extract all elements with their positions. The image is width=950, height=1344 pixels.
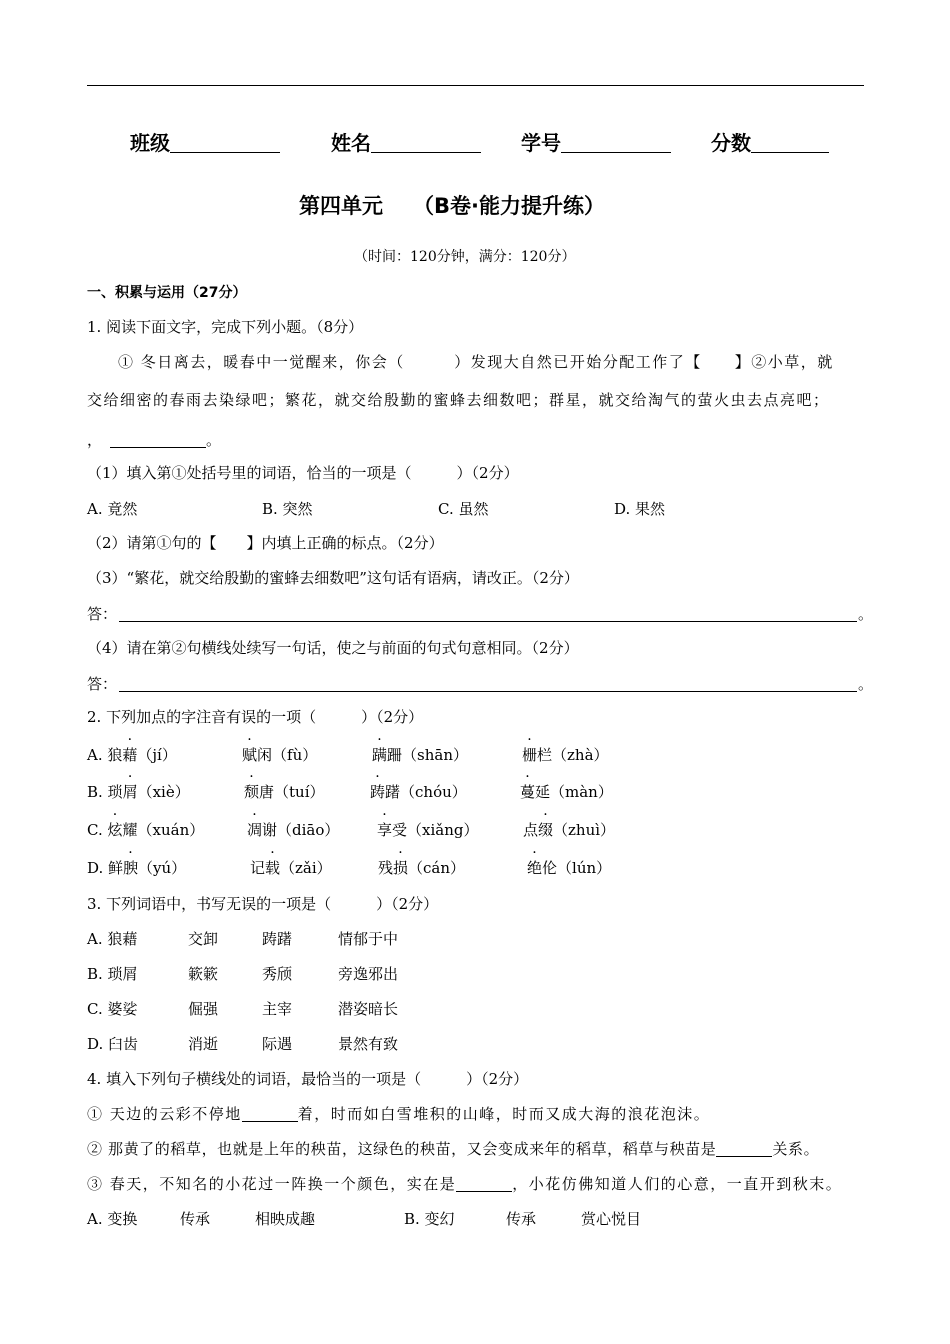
score-field [711,127,829,156]
q2-item[interactable]: C. 炫耀（xuán） [87,821,205,839]
q1-sub1: （1）填入第①处括号里的词语，恰当的一项是（ ）（2分） [87,464,519,482]
q2-item[interactable]: 蹒跚（shān） [372,746,468,764]
q2-item[interactable]: A. 狼藉（jí） [87,746,177,764]
q2-item[interactable]: 栅栏（zhà） [522,746,609,764]
score-blank[interactable] [751,134,829,153]
q1-sub3: （3）“繁花，就交给殷勤的蜜蜂去细数吧”这句话有语病，请改正。（2分） [87,569,579,587]
id-blank[interactable] [561,134,671,153]
q1-sub4: （4）请在第②句横线处续写一句话，使之与前面的句式句意相同。（2分） [87,639,579,657]
q4-stem: 4. 填入下列句子横线处的词语，最恰当的一项是（ ）（2分） [87,1070,529,1088]
section-heading: 一、积累与运用（27分） [87,285,247,301]
name-blank[interactable] [371,134,481,153]
q2-item[interactable]: D. 鲜腴（yú） [87,859,187,877]
q4-blank-1[interactable] [242,1107,298,1122]
q1-passage-blank[interactable] [110,433,206,448]
q1-answer-end-1: 。 [858,605,874,623]
top-rule [87,85,864,86]
q1-option-d[interactable]: D. 果然 [614,500,666,518]
name-label: 姓名 [331,131,371,155]
q1-option-a[interactable]: A. 竟然 [87,500,138,518]
id-label: 学号 [521,131,561,155]
score-label: 分数 [711,131,751,155]
q4-blank-2[interactable] [716,1142,772,1157]
q2-item[interactable]: 踌躇（chóu） [370,783,467,801]
q1-answer-label-1: 答： [87,605,118,623]
q2-item[interactable]: 点缀（zhuì） [523,821,616,839]
q2-stem: 2. 下列加点的字注音有误的一项（ ）（2分） [87,708,424,726]
q2-item[interactable]: 绝伦（lún） [527,859,612,877]
q1-sub2: （2）请第①句的【 】内填上正确的标点。（2分） [87,534,444,552]
exam-info: （时间：120分钟，满分：120分） [354,249,576,265]
q2-item[interactable]: 享受（xiǎng） [377,821,479,839]
class-field [130,127,280,156]
q2-item[interactable]: B. 琐屑（xiè） [87,783,190,801]
q1-option-b[interactable]: B. 突然 [262,500,313,518]
q1-answer-end-2: 。 [858,675,874,693]
page-title [299,190,605,220]
title-sub: （B卷·能力提升练） [413,194,605,218]
q1-option-c[interactable]: C. 虽然 [438,500,489,518]
name-field [331,127,481,156]
q4-sentence-3: ③ 春天，不知名的小花过一阵换一个颜色，实在是 ，小花仿佛知道人们的心意，一直开到秋末。 [87,1175,843,1193]
q1-answer-line-2[interactable] [119,690,857,692]
q1-stem: 1. 阅读下面文字，完成下列小题。（8分） [87,318,364,336]
q4-sentence-2: ② 那黄了的稻草，也就是上年的秧苗，这绿色的秧苗，又会变成来年的稻草，稻草与秧苗是 关系。 [87,1140,820,1158]
q2-item[interactable]: 残损（cán） [378,859,466,877]
q1-passage-line-3: ， 。 [87,431,222,449]
q1-answer-label-2: 答： [87,675,118,693]
class-label: 班级 [130,131,170,155]
q1-passage-line-1: ① 冬日离去，暖春中一觉醒来，你会（ ）发现大自然已开始分配工作了【 】②小草，就 [118,353,834,371]
q2-item[interactable]: 颓唐（tuí） [244,783,325,801]
q4-sentence-1: ① 天边的云彩不停地 着，时而如白雪堆积的山峰，时而又成大海的浪花泡沫。 [87,1105,711,1123]
id-field [521,127,671,156]
class-blank[interactable] [170,134,280,153]
q2-item[interactable]: 记载（zǎi） [250,859,332,877]
q2-item[interactable]: 凋谢（diāo） [247,821,340,839]
title-unit: 第四单元 [299,194,383,218]
q1-passage-line-2: 交给细密的春雨去染绿吧；繁花，就交给殷勤的蜜蜂去细数吧；群星，就交给淘气的萤火虫去点亮吧； [87,391,830,409]
q3-stem: 3. 下列词语中，书写无误的一项是（ ）（2分） [87,895,439,913]
q2-item[interactable]: 赋闲（fù） [242,746,318,764]
q2-item[interactable]: 蔓延（màn） [520,783,613,801]
q4-blank-3[interactable] [456,1177,512,1192]
q1-answer-line-1[interactable] [119,620,857,622]
